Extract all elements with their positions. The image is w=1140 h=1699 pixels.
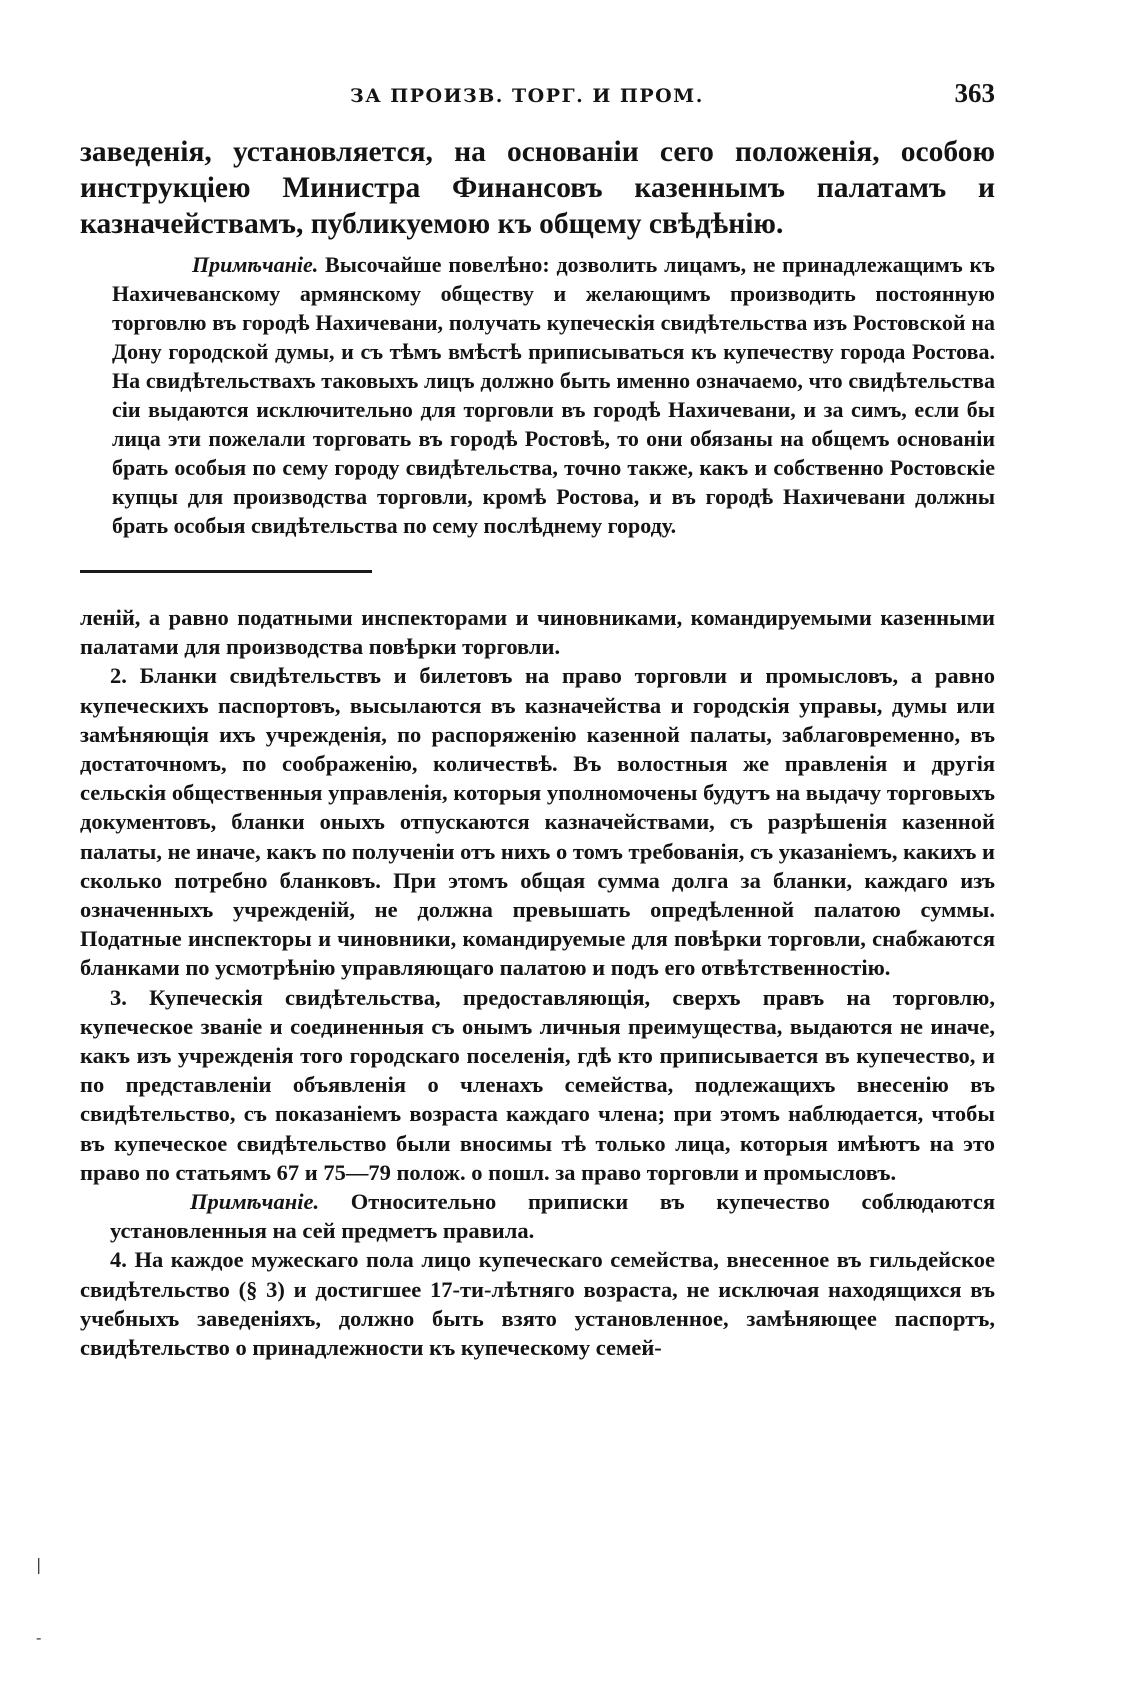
note-label-2: Примѣчаніе. xyxy=(190,1189,320,1215)
note-paragraph xyxy=(80,1187,995,1245)
page-header xyxy=(80,78,995,112)
lead-paragraph: заведенія, установляется, на основаніи сего положенія, особою инструкціею Министра Финансовъ казеннымъ палатамъ и казначействамъ, публикуемою къ общему свѣдѣнію. xyxy=(80,136,995,240)
page-number: 363 xyxy=(954,78,995,108)
page xyxy=(80,78,995,1362)
section-divider xyxy=(80,570,372,573)
footnote-note xyxy=(112,250,995,540)
continuation-paragraph: леній, а равно податными инспекторами и чиновниками, командируемыми казенными палатами для производства повѣрки торговли. xyxy=(80,605,995,660)
paragraph-item-2: 2. Бланки свидѣтельствъ и билетовъ на право торговли и промысловъ, а равно купеческихъ паспортовъ, высылаются въ казначейства и городскія управы, думы или замѣняющія ихъ учрежденія, по распоряженію казенной палаты, заблаговременно, въ достаточномъ, по соображенію, количествѣ. Въ волостныя же правленія и другія сельскія общественныя управленія, которыя уполномочены будутъ на выдачу торговыхъ документовъ, бланки оныхъ отпускаются казначействами, съ разрѣшенія казенной палаты, не иначе, какъ по полученіи отъ нихъ о томъ требованія, съ указаніемъ, какихъ и сколько потребно бланковъ. При этомъ общая сумма долга за бланки, каждаго изъ означенныхъ учрежденій, не должна превышать опредѣленной палатою суммы. Податные инспекторы и чиновники, командируемые для повѣрки торговли, снабжаются бланками по усмотрѣнію управляющаго палатою и подъ его отвѣтственностію. xyxy=(80,663,995,981)
note-text: Высочайше повелѣно: дозволить лицамъ, не принадлежащимъ къ Нахичеванскому армянскому обществу и желающимъ производить постоянную торговлю въ городѣ Нахичевани, получать купеческія свидѣтельства изъ Ростовской на Дону городской думы, и съ тѣмъ вмѣстѣ приписываться къ купечеству города Ростова. На свидѣтельствахъ таковыхъ лицъ должно быть именно означаемо, что свидѣтельства сіи выдаются исключительно для торговли въ городѣ Нахичевани, и за симъ, если бы лица эти пожелали торговать въ городѣ Ростовѣ, то они обязаны на общемъ основаніи брать особыя по сему городу свидѣтельства, точно также, какъ и собственно Ростовскіе купцы для производства торговли, кромѣ Ростова, и въ городѣ Нахичевани должны брать особыя свидѣтельства по сему послѣднему городу. xyxy=(112,252,995,538)
paragraph-item-3: 3. Купеческія свидѣтельства, предоставляющія, сверхъ правъ на торговлю, купеческое званіе и соединенныя съ онымъ личныя преимущества, выдаются не иначе, какъ изъ учрежденія того городскаго поселенія, гдѣ кто приписывается въ купечество, и по представленіи объявленія о членахъ семейства, подлежащихъ внесенію въ свидѣтельство, съ показаніемъ возраста каждаго члена; при этомъ наблюдается, чтобы въ купеческое свидѣтельство были вносимы тѣ только лица, которыя имѣютъ на это право по статьямъ 67 и 75—79 полож. о пошл. за право торговли и промысловъ. xyxy=(80,984,995,1185)
margin-mark: - xyxy=(36,1628,42,1647)
running-head: ЗА ПРОИЗВ. ТОРГ. И ПРОМ. xyxy=(350,85,704,107)
paragraph-item-4: 4. На каждое мужескаго пола лицо купеческаго семейства, внесенное въ гильдейское свидѣтельство (§ 3) и достигшее 17-ти-лѣтняго возраста, не исключая находящихся въ учебныхъ заведеніяхъ, должно быть взято установленное, замѣняющее паспортъ, свидѣтельство о принадлежности къ купеческому семей- xyxy=(80,1247,995,1361)
note-text-2: Относительно приписки въ купечество соблюдаются установленныя на сей предметъ правила. xyxy=(110,1189,995,1244)
margin-mark: | xyxy=(36,1555,42,1574)
body-text xyxy=(80,603,995,1362)
note-label: Примѣчаніе. xyxy=(192,252,319,277)
